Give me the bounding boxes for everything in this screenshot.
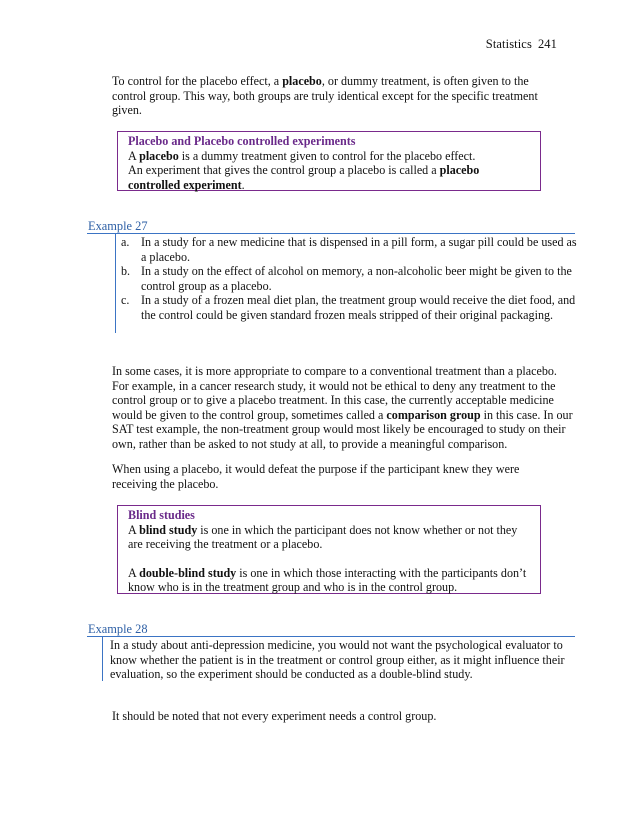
page-number: 241 bbox=[537, 37, 557, 51]
example-27-bar bbox=[115, 233, 116, 333]
page-header bbox=[486, 37, 557, 52]
closing-paragraph: It should be noted that not every experiment needs a control group. bbox=[112, 709, 437, 723]
running-head: Statistics bbox=[485, 37, 532, 51]
example-28-text: In a study about anti-depression medicine, you would not want the psychological evaluator to know whether the patient is in the treatment or control group either, as it might influence their evaluation, so the experiment should be conducted as a double-blind study. bbox=[110, 638, 565, 682]
placebo-definition: A placebo is a dummy treatment given to control for the placebo effect. bbox=[128, 148, 476, 163]
example-28-rule bbox=[87, 636, 575, 637]
list-item: b. In a study on the effect of alcohol on memory, a non-alcoholic beer might be given to the control group as a placebo. bbox=[121, 264, 572, 293]
example-28-bar bbox=[102, 636, 103, 681]
blind-box-title: Blind studies bbox=[128, 508, 195, 522]
double-blind-definition: A double-blind study is one in which those interacting with the participants don’t know who is in the treatment group and who is in the control group. bbox=[128, 565, 527, 595]
blind-study-definition: A blind study is one in which the participant does not know whether or not they are receiving the treatment or a placebo. bbox=[128, 522, 518, 552]
placebo-box-title: Placebo and Placebo controlled experiments bbox=[128, 134, 356, 148]
example-27-list bbox=[121, 235, 577, 323]
example-27-rule bbox=[87, 233, 575, 234]
placebo-controlled-definition: An experiment that gives the control group a placebo is called a placebo controlled experiment. bbox=[128, 163, 480, 192]
example-27-label: Example 27 bbox=[88, 219, 148, 233]
blind-intro-paragraph: When using a placebo, it would defeat the purpose if the participant knew they were receiving the placebo. bbox=[112, 462, 520, 491]
example-28-label: Example 28 bbox=[88, 622, 148, 636]
comparison-paragraph: In some cases, it is more appropriate to compare to a conventional treatment than a placebo. For example, in a cancer research study, it would not be ethical to deny any treatment to the control group or to give a placebo treatment. In this case, the currently acceptable medicine would be given to the control group, sometimes called a comparison group in this case. In our SAT test example, the non-treatment group would most likely be encouraged to study on their own, rather than be asked to not study at all, to provide a meaningful comparison. bbox=[112, 364, 573, 451]
list-item: c. In a study of a frozen meal diet plan, the treatment group would receive the diet food, and the control could be given standard frozen meals stripped of their original packaging. bbox=[121, 293, 576, 322]
placebo-definition-box bbox=[117, 131, 541, 191]
list-item: a. In a study for a new medicine that is dispensed in a pill form, a sugar pill could be used as a placebo. bbox=[121, 235, 577, 264]
intro-paragraph: To control for the placebo effect, a placebo, or dummy treatment, is often given to the control group. This way, both groups are truly identical except for the specific treatment given. bbox=[112, 74, 538, 118]
blind-studies-box bbox=[117, 505, 541, 594]
